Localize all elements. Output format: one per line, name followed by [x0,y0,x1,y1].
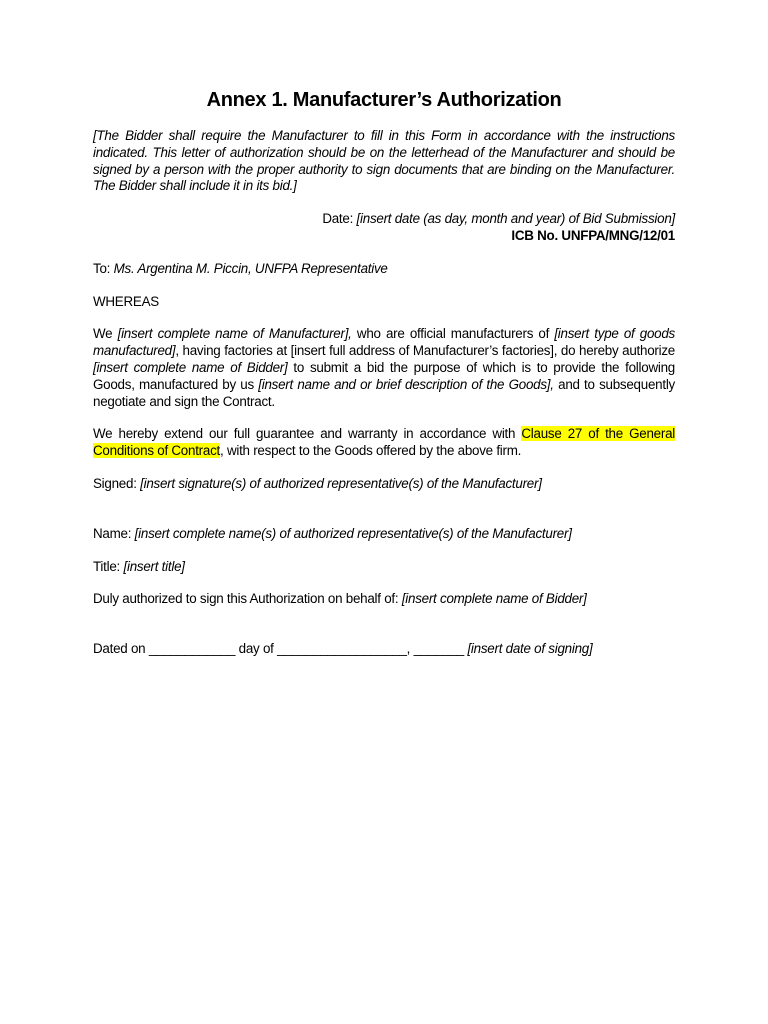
date-placeholder: [insert date (as day, month and year) of Bid Submission] [356,211,675,227]
date-line [93,211,675,228]
para1-text-1: We [93,326,118,342]
title-label: Title: [93,558,124,574]
goods-description-placeholder: [insert name and or brief description of the Goods], [258,376,554,392]
dated-line [93,641,675,658]
title-placeholder: [insert title] [123,558,185,574]
name-line [93,526,675,543]
name-label: Name: [93,525,135,541]
document-title: Annex 1. Manufacturer’s Authorization [206,89,562,111]
instructions-paragraph: [The Bidder shall require the Manufacturer to fill in this Form in accordance with the instructions indicated. This letter of authorization should be on the letterhead of the Manufacturer and should be signed by a person with the proper authority to sign documents that are binding on the Manufacturer. The Bidder shall include it in its bid.] [93,128,675,194]
para2-text-2: , with respect to the Goods offered by the above firm. [220,443,522,459]
para1-text-2: who are official manufacturers of [351,326,555,342]
para1-text-3: , having factories at [insert full address of Manufacturer’s factories], do hereby authorize [175,343,675,359]
document-body [93,88,675,658]
para1-text-4: to submit a bid the purpose of which is to provide the following Goods, manufactured by us [93,359,675,392]
authorized-label: Duly authorized to sign this Authorization on behalf of: [93,591,402,607]
signed-placeholder: [insert signature(s) of authorized representative(s) of the Manufacturer] [140,475,542,491]
to-value: Ms. Argentina M. Piccin, UNFPA Representative [113,260,388,276]
signed-label: Signed: [93,475,141,491]
signed-line [93,476,675,493]
whereas-heading: WHEREAS [93,293,159,309]
bidder-name-placeholder: [insert complete name of Bidder] [93,359,288,375]
highlighted-clause: Clause 27 of the General Conditions of Contract [93,426,675,459]
authorization-paragraph [93,326,675,410]
dated-text: Dated on ____________ day of __________________, _______ [93,641,468,657]
para1-text-5: and to subsequently negotiate and sign the Contract. [93,376,675,409]
name-placeholder: [insert complete name(s) of authorized representative(s) of the Manufacturer] [134,525,572,541]
guarantee-paragraph [93,426,675,460]
manufacturer-name-placeholder: [insert complete name of Manufacturer], [117,326,352,342]
to-label: To: [93,260,114,276]
para2-text-1: We hereby extend our full guarantee and warranty in accordance with [93,426,522,442]
icb-number: ICB No. UNFPA/MNG/12/01 [511,227,675,243]
title-line [93,559,675,576]
authorized-placeholder: [insert complete name of Bidder] [401,591,587,607]
dated-placeholder: [insert date of signing] [467,641,593,657]
goods-type-placeholder: [insert type of goods manufactured] [93,326,675,359]
authorized-line [93,591,675,608]
date-label: Date: [322,211,357,227]
to-line [93,261,675,278]
